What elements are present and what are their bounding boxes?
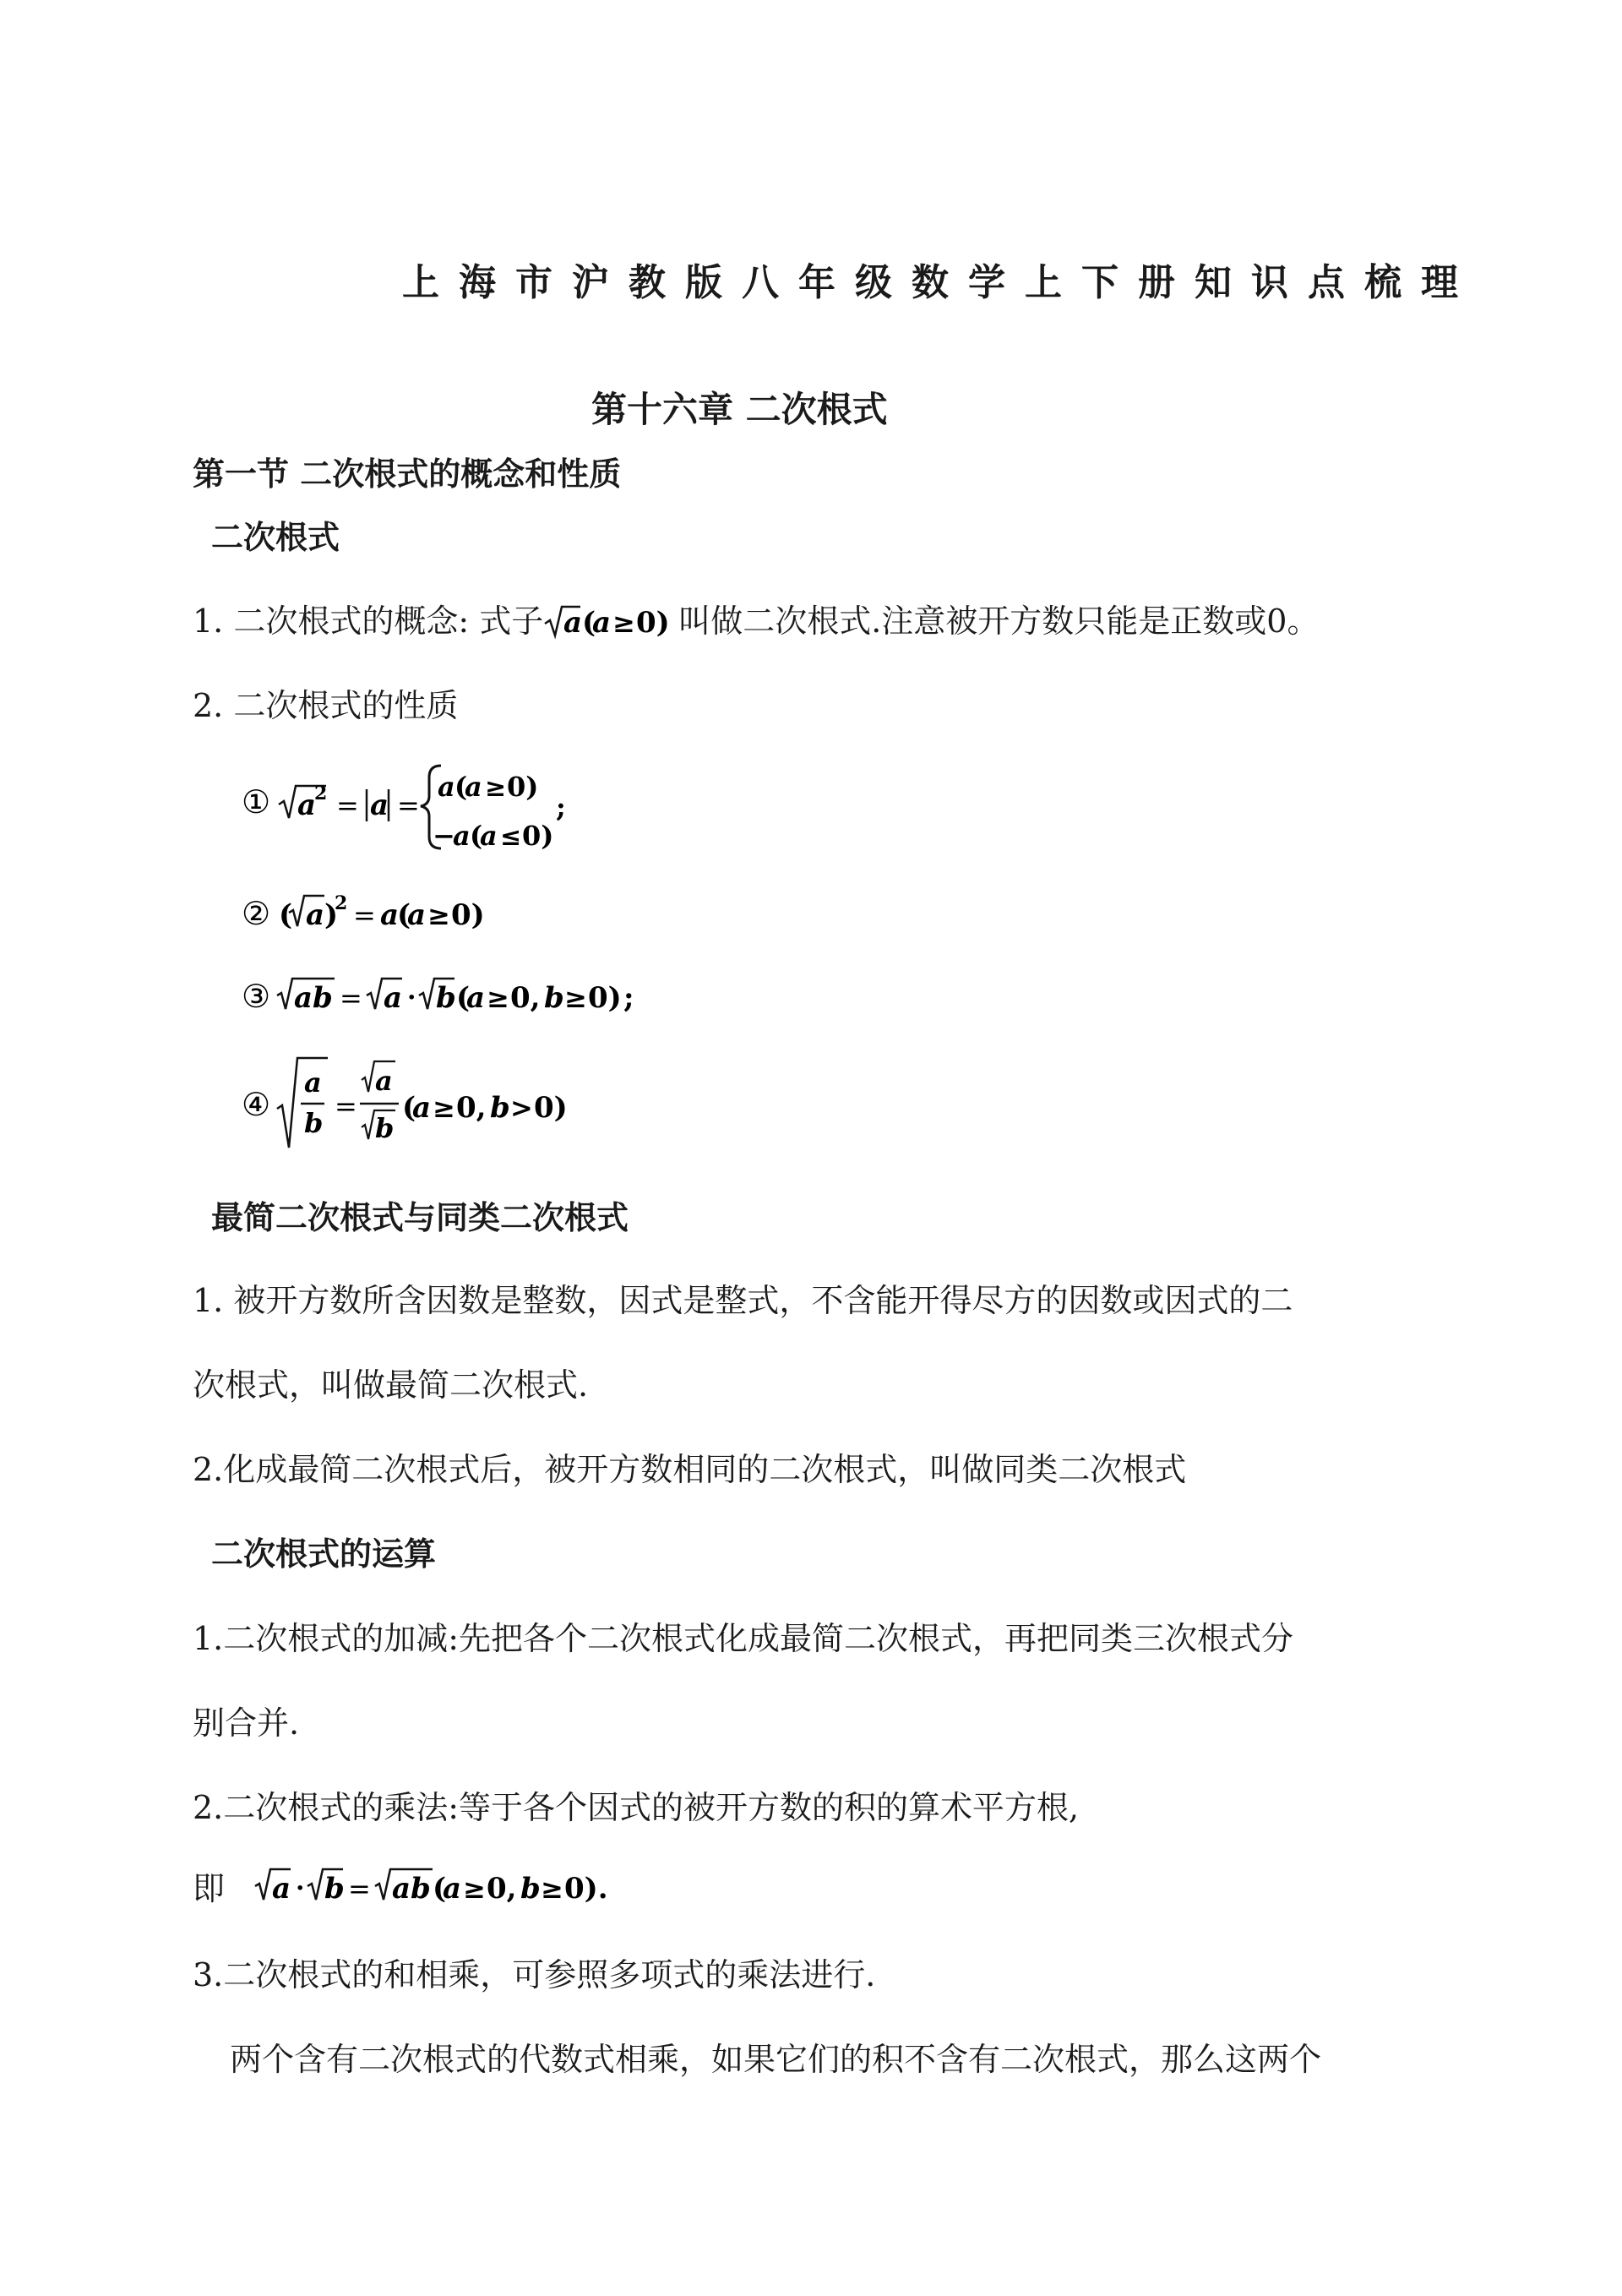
formula-sqrt-ab-product <box>242 970 681 1021</box>
formula-prefix: 即 <box>193 1870 226 1907</box>
svg-text:=: = <box>397 789 420 821</box>
subheading-simplest-radical: 最简二次根式与同类二次根式 <box>211 1198 629 1236</box>
svg-text:a: a <box>466 981 486 1015</box>
svg-text:b: b <box>375 1112 395 1144</box>
svg-text:0,: 0, <box>487 1872 517 1906</box>
svg-text:;: ; <box>556 791 566 823</box>
svg-text:(: ( <box>279 898 293 932</box>
svg-text:a: a <box>380 898 400 932</box>
marker-4: ④ <box>242 1086 271 1123</box>
svg-text:a: a <box>443 1872 462 1906</box>
svg-text:=: = <box>335 1090 357 1122</box>
svg-text:0): 0) <box>534 1091 568 1125</box>
svg-text:b: b <box>544 981 564 1015</box>
formula-sqrt-fraction <box>242 1050 630 1159</box>
svg-text:0).: 0). <box>564 1872 608 1906</box>
svg-text:(: ( <box>456 981 471 1015</box>
svg-text:≥: ≥ <box>485 773 507 803</box>
formula-sqrt-a-condition <box>543 600 678 642</box>
svg-text:ab: ab <box>294 981 333 1015</box>
svg-text:a: a <box>438 771 455 803</box>
svg-text:b: b <box>490 1091 510 1125</box>
svg-text:a: a <box>453 820 471 852</box>
simplest-rule-1-line-2: 次根式，叫做最简二次根式. <box>193 1366 589 1404</box>
svg-text:=: = <box>353 899 376 931</box>
svg-text:a: a <box>375 1065 393 1097</box>
svg-text:b: b <box>324 1872 345 1906</box>
svg-text:a: a <box>272 1872 291 1906</box>
svg-text:≥: ≥ <box>612 607 636 639</box>
svg-text:(: ( <box>582 606 596 640</box>
subheading-quadratic-radical: 二次根式 <box>211 518 340 556</box>
svg-text:≥: ≥ <box>487 982 509 1014</box>
svg-text:0): 0) <box>522 820 554 852</box>
property-4 <box>242 1050 630 1163</box>
property-3 <box>242 970 681 1024</box>
operations-note: 两个含有二次根式的代数式相乘，如果它们的积不含有二次根式，那么这两个 <box>230 2041 1322 2078</box>
property-2 <box>242 887 529 941</box>
properties-title: 2. 二次根式的性质 <box>193 687 459 724</box>
svg-text:b: b <box>436 981 456 1015</box>
svg-text:(: ( <box>454 771 468 803</box>
svg-text:≤: ≤ <box>500 822 522 852</box>
svg-text:2: 2 <box>335 892 348 914</box>
multiplication-formula-line <box>193 1861 642 1912</box>
svg-text:·: · <box>296 1873 305 1903</box>
svg-text:0): 0) <box>507 771 539 803</box>
svg-text:a: a <box>297 788 317 822</box>
svg-text:=: = <box>340 982 362 1014</box>
svg-text:≥: ≥ <box>463 1873 486 1905</box>
operations-rule-3: 3.二次根式的和相乘，可参照多项式的乘法进行. <box>193 1956 876 1993</box>
svg-text:a: a <box>480 820 498 852</box>
subheading-operations: 二次根式的运算 <box>211 1535 437 1573</box>
svg-text:a: a <box>306 898 325 932</box>
svg-text:0,: 0, <box>456 1091 487 1125</box>
svg-text:0,: 0, <box>510 981 541 1015</box>
svg-text:0): 0) <box>451 898 485 932</box>
section-heading: 第一节 二次根式的概念和性质 <box>193 455 622 493</box>
svg-text:): ) <box>324 898 339 932</box>
marker-3: ③ <box>242 978 271 1015</box>
concept-suffix: 叫做二次根式.注意被开方数只能是正数或0。 <box>678 603 1320 640</box>
svg-text:(: ( <box>397 898 411 932</box>
svg-text:(: ( <box>470 820 483 852</box>
svg-text:≥: ≥ <box>564 982 587 1014</box>
svg-text:−: − <box>433 820 455 852</box>
svg-text:0): 0) <box>636 606 670 640</box>
marker-2: ② <box>242 895 271 932</box>
svg-text:a: a <box>465 771 482 803</box>
simplest-rule-2: 2.化成最简二次根式后，被开方数相同的二次根式，叫做同类二次根式 <box>193 1451 1187 1488</box>
svg-text:a: a <box>592 606 612 640</box>
svg-text:a: a <box>407 898 427 932</box>
svg-text:b: b <box>520 1872 541 1906</box>
svg-text:·: · <box>407 983 416 1012</box>
formula-sqrt-a-squared-abs <box>242 752 630 862</box>
svg-text:=: = <box>348 1873 371 1905</box>
formula-product-of-roots <box>253 1861 642 1912</box>
marker-1: ① <box>242 783 271 821</box>
operations-rule-1-line-2: 别合并. <box>193 1704 300 1742</box>
svg-text:a: a <box>384 981 403 1015</box>
document-title: 上海市沪教版八年级数学上下册知识点梳理 <box>402 261 1478 304</box>
operations-rule-1-line-1: 1.二次根式的加减:先把各个二次根式化成最简二次根式，再把同类三次根式分 <box>193 1620 1294 1657</box>
svg-text:ab: ab <box>392 1872 431 1906</box>
svg-text:>: > <box>510 1092 533 1124</box>
concept-line <box>193 595 1319 642</box>
svg-text:a: a <box>412 1091 432 1125</box>
svg-text:(: ( <box>402 1091 416 1125</box>
svg-text:(: ( <box>433 1872 447 1906</box>
operations-rule-2: 2.二次根式的乘法:等于各个因式的被开方数的积的算术平方根, <box>193 1789 1080 1826</box>
svg-text:a: a <box>563 606 583 640</box>
svg-text:a: a <box>370 788 389 822</box>
formula-sqrt-a-squared <box>242 887 529 938</box>
svg-text:b: b <box>304 1107 324 1139</box>
simplest-rule-1-line-1: 1. 被开方数所含因数是整数，因式是整式，不含能开得尽方的因数或因式的二 <box>193 1282 1293 1319</box>
chapter-heading: 第十六章 二次根式 <box>591 389 888 430</box>
svg-text:;: ; <box>623 981 634 1015</box>
svg-text:a: a <box>304 1066 322 1099</box>
property-1 <box>242 752 630 865</box>
svg-text:2: 2 <box>314 783 328 804</box>
svg-text:≥: ≥ <box>541 1873 563 1905</box>
svg-text:=: = <box>336 789 359 821</box>
svg-text:≥: ≥ <box>427 899 450 931</box>
svg-text:0): 0) <box>588 981 622 1015</box>
concept-prefix: 1. 二次根式的概念: 式子 <box>193 603 544 640</box>
svg-text:≥: ≥ <box>433 1092 455 1124</box>
